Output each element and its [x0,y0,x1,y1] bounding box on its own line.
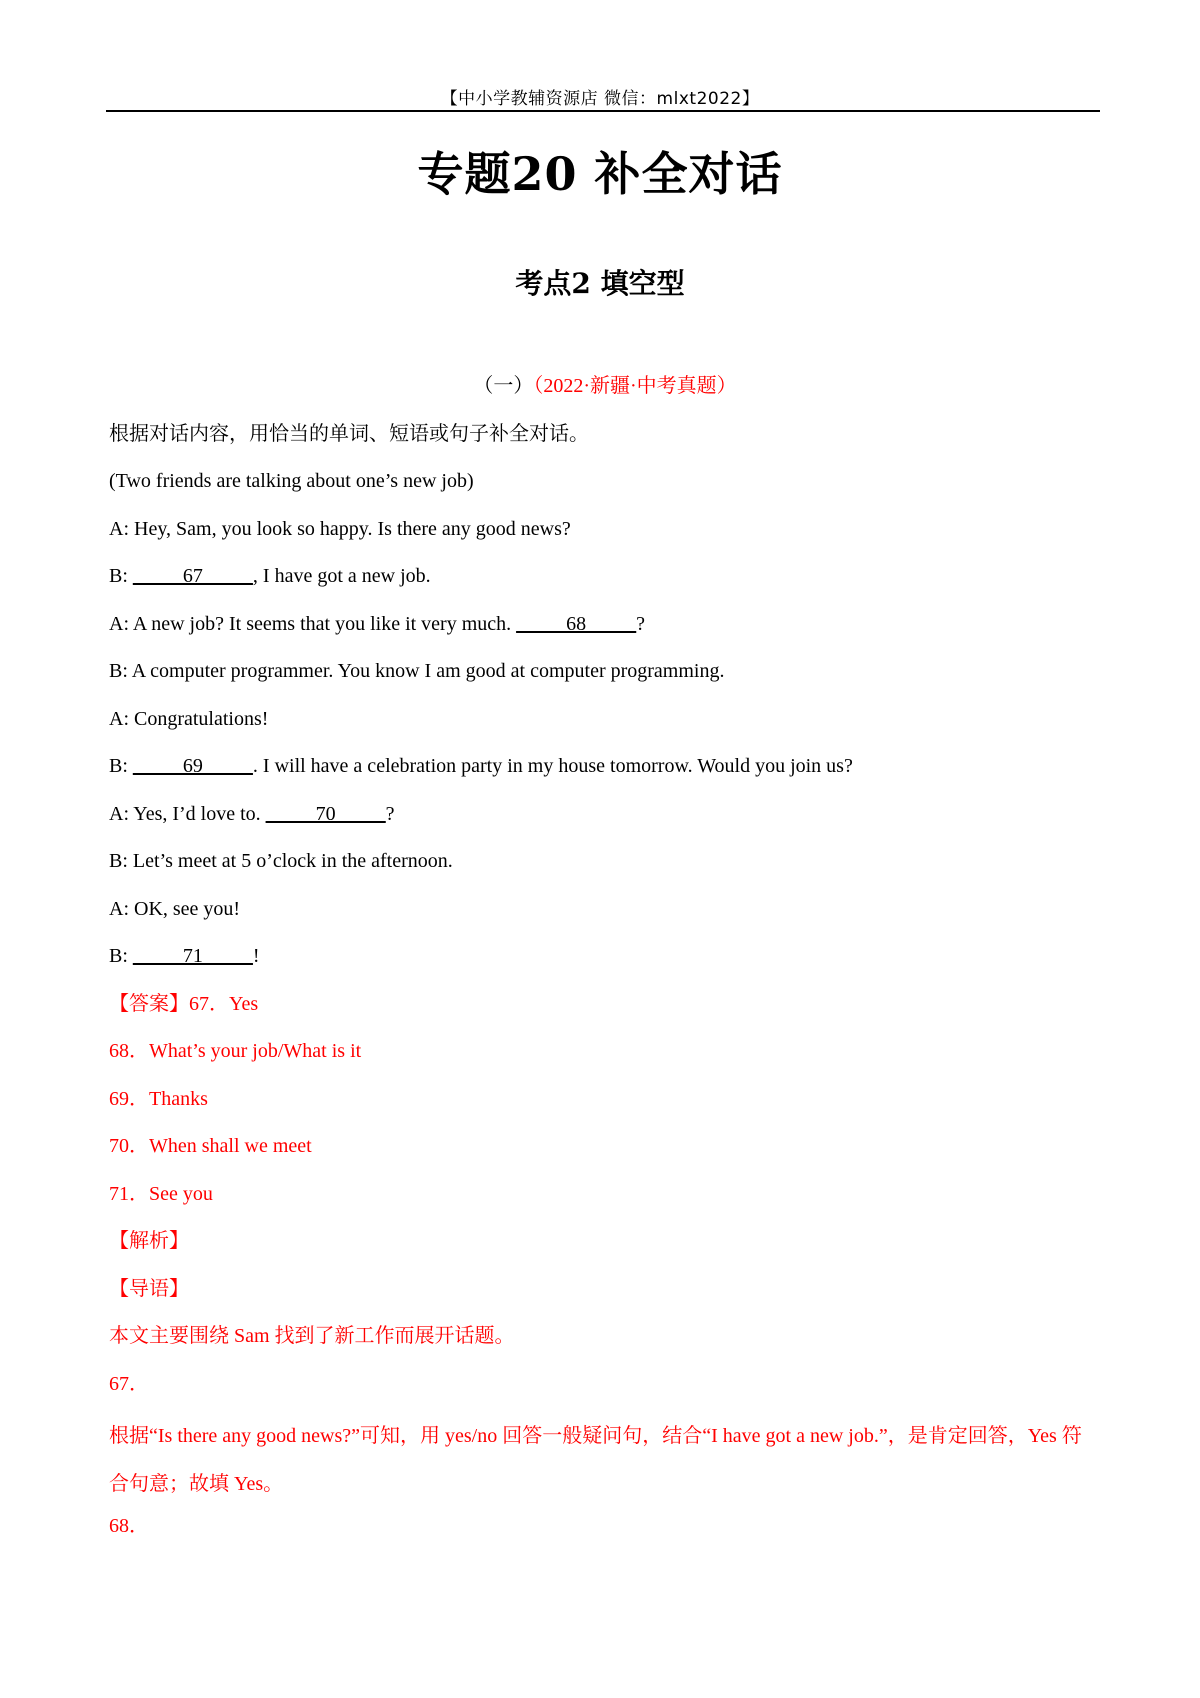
document-body [109,368,1101,1556]
dialogue-line-10 [109,938,1101,986]
speaker-b: B: [109,945,133,967]
speaker-b: B: [109,755,133,777]
dialogue-text: . I will have a celebration party in my house tomorrow. Would you join us? [252,755,853,777]
dialogue-text: , I have got a new job. [252,565,431,587]
header-watermark: 【中小学教辅资源店 微信：mlxt2022】 [440,89,760,109]
instruction: 根据对话内容，用恰当的单词、短语或句子补全对话。 [109,422,589,445]
blank-70: _____70_____ [265,802,386,825]
blank-68: _____68_____ [516,612,637,635]
answer-71: 71．See you [109,1182,213,1205]
blank-67: _____67_____ [132,565,253,587]
page-subtitle: 考点2 填空型 [515,267,685,300]
answer-67: 【答案】67．Yes [109,992,259,1015]
dialogue-context: (Two friends are talking about one’s new job) [109,470,474,492]
blank-71: _____71_____ [132,945,253,967]
dialogue-line-9: A: OK, see you! [109,897,241,920]
dialogue-text: ? [636,612,646,635]
dialogue-text: A: Yes, I’d love to. [109,802,266,825]
dialogue-line-3 [109,606,1101,654]
dialogue-line-6 [109,748,1101,796]
dialogue-line-8: B: Let’s meet at 5 o’clock in the afternoon. [109,850,453,872]
dialogue-text: ? [385,802,395,825]
answer-69: 69．Thanks [109,1087,208,1110]
analysis-label: 【解析】 [109,1230,189,1252]
speaker-b: B: [109,565,133,587]
dialogue-line-1: A: Hey, Sam, you look so happy. Is there any good news? [109,517,571,540]
dialogue-line-4: B: A computer programmer. You know I am good at computer programming. [109,660,725,682]
intro-text: 本文主要围绕 Sam 找到了新工作而展开话题。 [109,1325,515,1347]
intro-label: 【导语】 [109,1277,189,1300]
answer-70: 70．When shall we meet [109,1135,312,1157]
dialogue-text: ! [252,945,260,967]
section-source: （2022·新疆·中考真题） [533,375,737,397]
analysis-67-text: 根据“Is there any good news?”可知，用 yes/no 回答一般疑问句，结合“I have got a new job.”，是肯定回答，Yes 符合句意；故填 Yes。 [109,1425,1082,1495]
dialogue-line-7 [109,796,1101,844]
answer-68: 68．What’s your job/What is it [109,1040,362,1062]
dialogue-text: A: A new job? It seems that you like it very much. [109,612,517,635]
section-prefix: （一） [473,375,534,397]
header-divider [106,110,1100,112]
dialogue-line-5: A: Congratulations! [109,707,269,730]
blank-69: _____69_____ [132,755,253,777]
dialogue-line-2 [109,558,1101,606]
page-title: 专题20 补全对话 [417,147,783,201]
analysis-68-number: 68． [109,1515,149,1537]
section-heading [109,368,1101,416]
analysis-67-number: 67． [109,1372,149,1395]
